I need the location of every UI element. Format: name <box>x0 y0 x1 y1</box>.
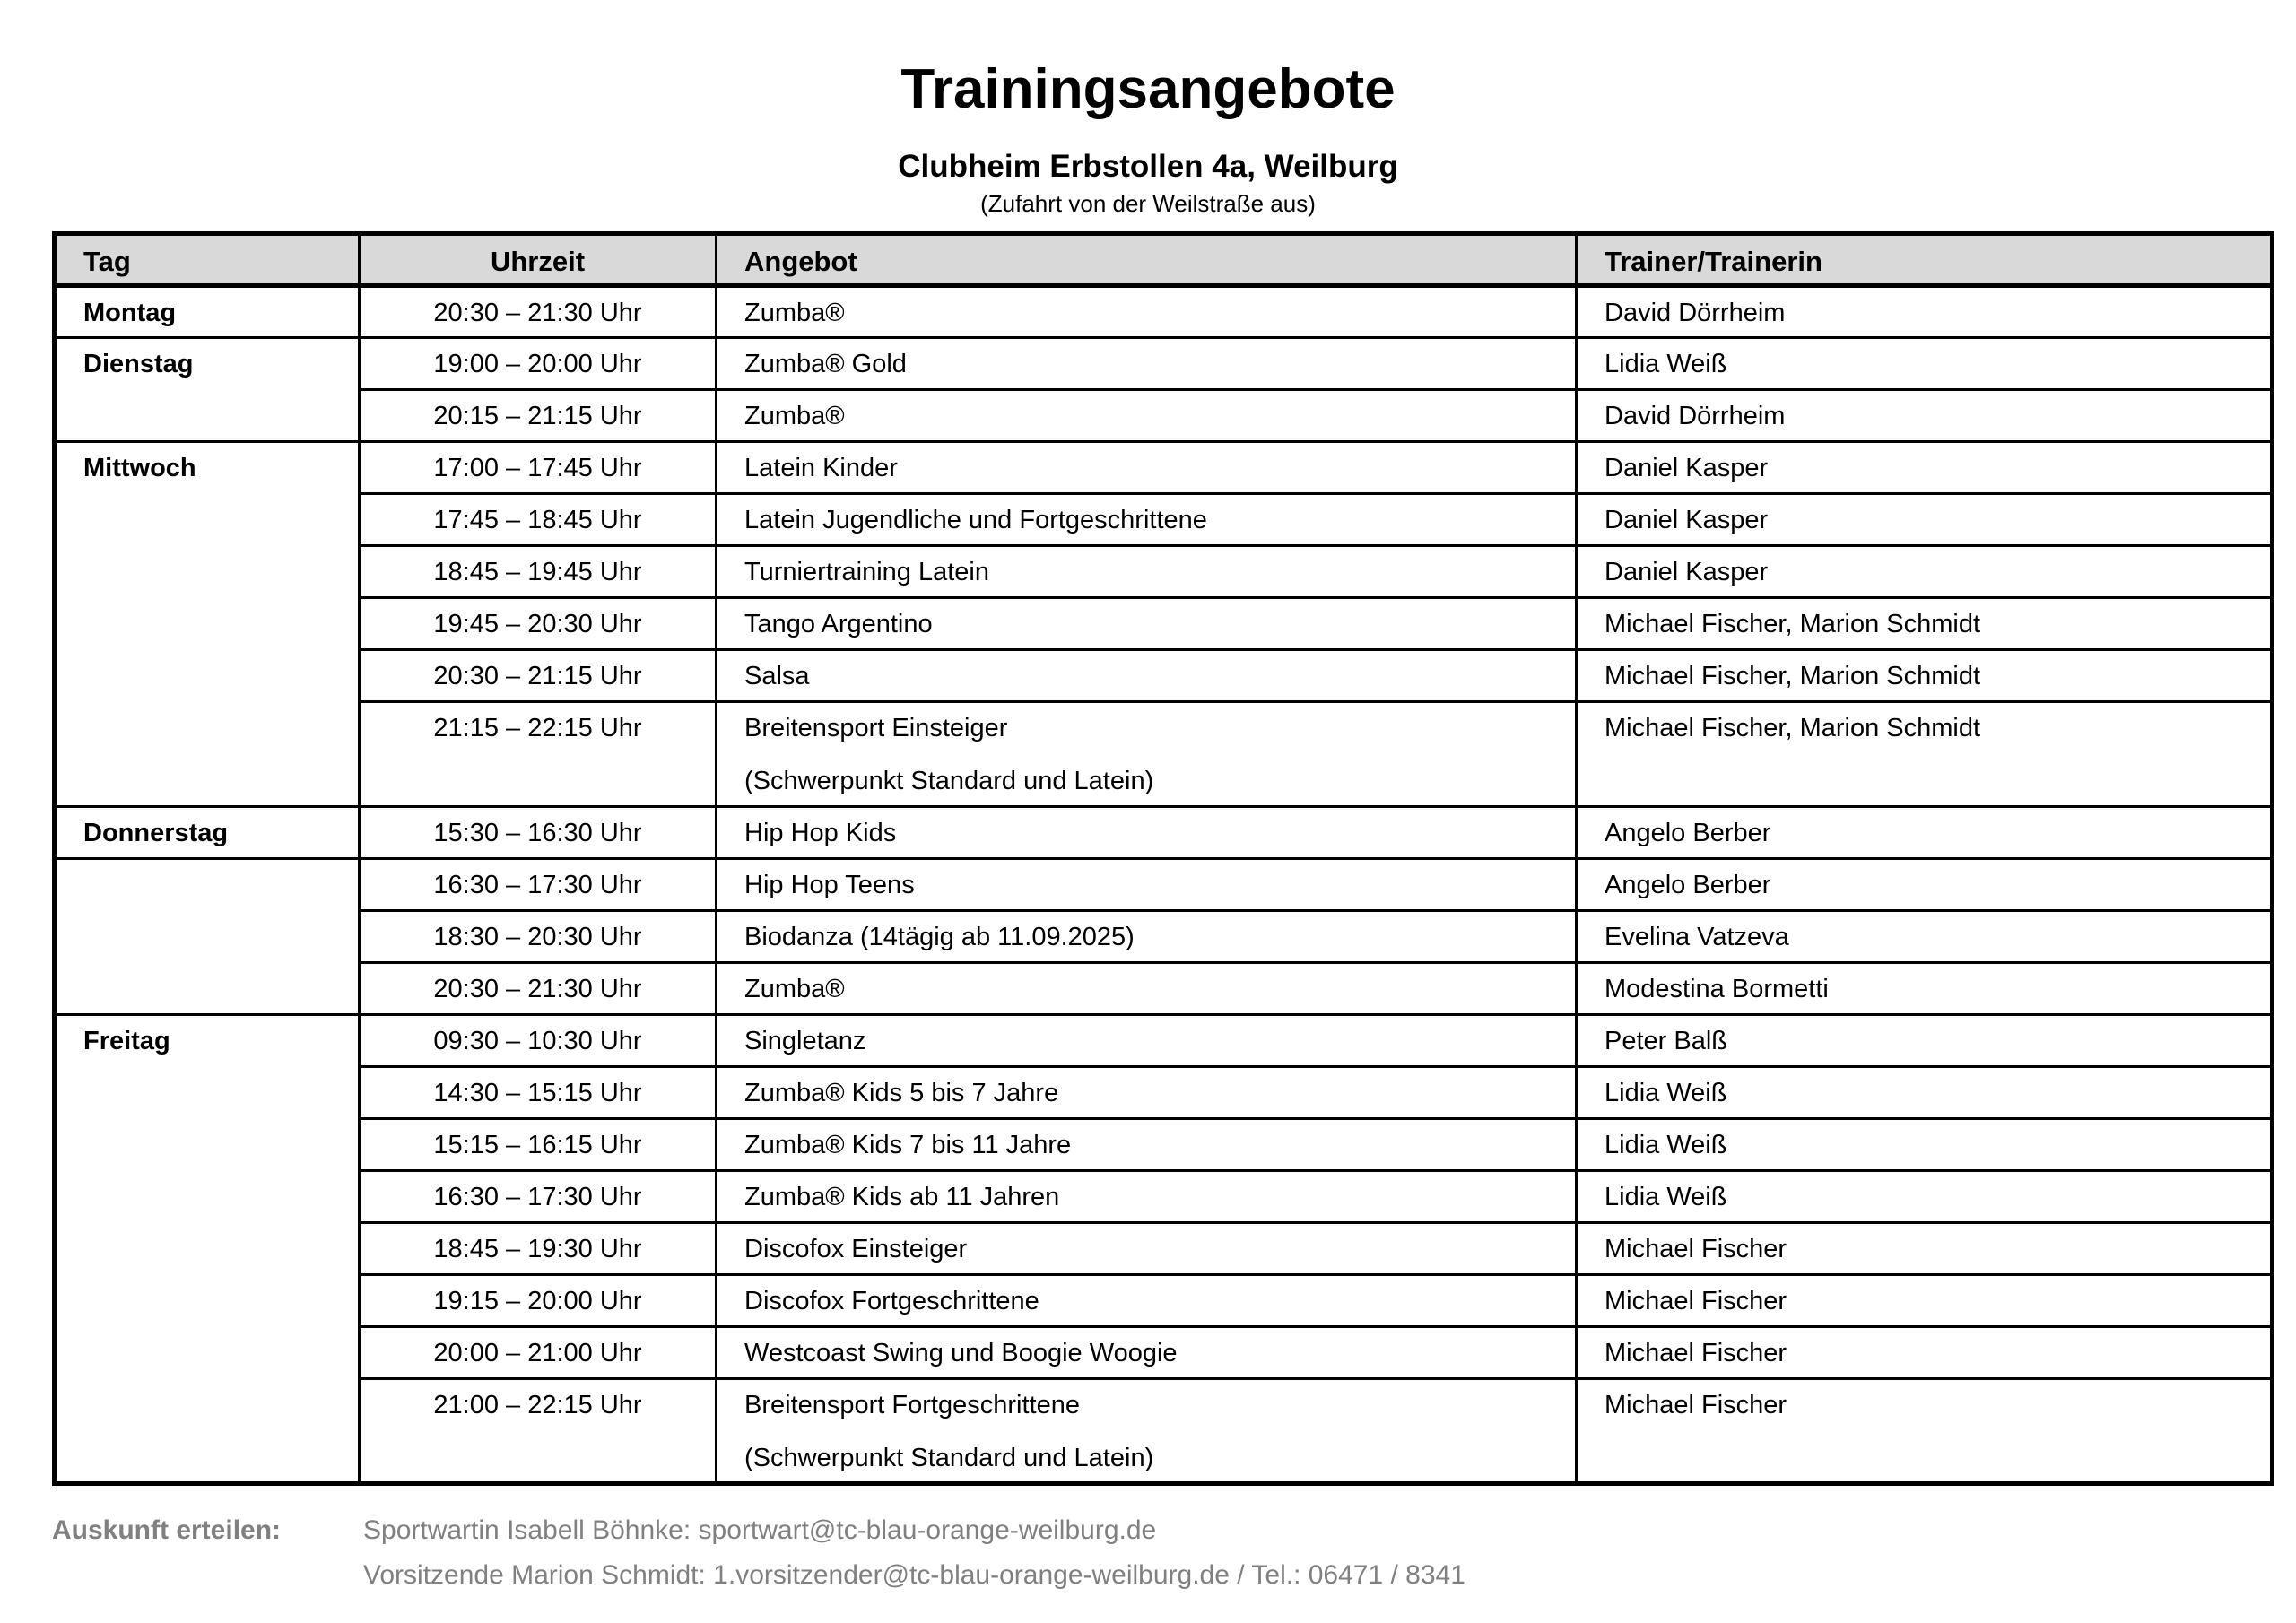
page-subtitle: Clubheim Erbstollen 4a, Weilburg <box>898 149 1398 184</box>
offer-line: Latein Kinder <box>744 454 898 482</box>
time-cell: 17:00 – 17:45 Uhr <box>360 442 717 494</box>
offer-cell <box>717 1327 1577 1379</box>
offer-line: Hip Hop Kids <box>744 819 897 847</box>
time-cell: 21:00 – 22:15 Uhr <box>360 1379 717 1484</box>
table-row <box>55 390 2273 442</box>
offer-cell <box>717 598 1577 650</box>
time-cell: 17:45 – 18:45 Uhr <box>360 494 717 546</box>
offer-line-2: (Schwerpunkt Standard und Latein) <box>744 1444 1154 1472</box>
trainer-cell: Michael Fischer <box>1577 1223 2273 1275</box>
offer-line: Breitensport Fortgeschrittene <box>744 1391 1080 1419</box>
table-row <box>55 807 2273 859</box>
trainer-cell: David Dörrheim <box>1577 286 2273 338</box>
trainer-cell: Angelo Berber <box>1577 859 2273 911</box>
trainer-cell: Michael Fischer, Marion Schmidt <box>1577 702 2273 807</box>
trainer-cell: Angelo Berber <box>1577 807 2273 859</box>
table-row <box>55 650 2273 702</box>
table-row <box>55 286 2273 338</box>
trainer-cell: Michael Fischer, Marion Schmidt <box>1577 650 2273 702</box>
day-cell: Montag <box>55 286 360 338</box>
table-row <box>55 963 2273 1015</box>
table-row <box>55 546 2273 598</box>
offer-line: Westcoast Swing und Boogie Woogie <box>744 1339 1178 1367</box>
time-cell: 15:15 – 16:15 Uhr <box>360 1119 717 1171</box>
time-cell: 18:30 – 20:30 Uhr <box>360 911 717 963</box>
table-row <box>55 494 2273 546</box>
time-cell: 19:00 – 20:00 Uhr <box>360 338 717 390</box>
time-cell: 18:45 – 19:30 Uhr <box>360 1223 717 1275</box>
offer-cell <box>717 390 1577 442</box>
offer-line: Singletanz <box>744 1027 866 1055</box>
offer-cell <box>717 494 1577 546</box>
trainer-cell: Daniel Kasper <box>1577 494 2273 546</box>
time-cell: 14:30 – 15:15 Uhr <box>360 1067 717 1119</box>
offer-cell <box>717 286 1577 338</box>
offer-line: Tango Argentino <box>744 610 933 638</box>
offer-cell <box>717 1067 1577 1119</box>
table-row <box>55 859 2273 911</box>
time-cell: 15:30 – 16:30 Uhr <box>360 807 717 859</box>
trainer-cell: Daniel Kasper <box>1577 546 2273 598</box>
table-row <box>55 1379 2273 1484</box>
table-row <box>55 1171 2273 1223</box>
footer-contact-line: Sportwartin Isabell Böhnke: sportwart@tc-blau-orange-weilburg.de <box>363 1515 1157 1545</box>
offer-cell <box>717 1223 1577 1275</box>
footer-label: Auskunft erteilen: <box>52 1515 282 1545</box>
trainer-cell: Peter Balß <box>1577 1015 2273 1067</box>
offer-cell <box>717 702 1577 807</box>
trainer-cell: Modestina Bormetti <box>1577 963 2273 1015</box>
trainer-cell: Michael Fischer <box>1577 1327 2273 1379</box>
trainer-cell: David Dörrheim <box>1577 390 2273 442</box>
table-row <box>55 1223 2273 1275</box>
offer-line: Zumba® <box>744 402 845 430</box>
offer-line: Biodanza (14tägig ab 11.09.2025) <box>744 923 1135 951</box>
trainer-cell: Michael Fischer <box>1577 1275 2273 1327</box>
offer-line: Zumba® Kids 7 bis 11 Jahre <box>744 1131 1072 1159</box>
time-cell: 21:15 – 22:15 Uhr <box>360 702 717 807</box>
offer-line: Zumba® <box>744 975 845 1003</box>
offer-line: Zumba® Gold <box>744 350 907 378</box>
time-cell: 19:15 – 20:00 Uhr <box>360 1275 717 1327</box>
offer-cell <box>717 650 1577 702</box>
table-row <box>55 442 2273 494</box>
trainer-cell: Lidia Weiß <box>1577 1067 2273 1119</box>
offer-line: Breitensport Einsteiger <box>744 714 1008 742</box>
time-cell: 20:00 – 21:00 Uhr <box>360 1327 717 1379</box>
time-cell: 16:30 – 17:30 Uhr <box>360 1171 717 1223</box>
offer-line: Discofox Einsteiger <box>744 1235 968 1263</box>
column-header-uhrzeit: Uhrzeit <box>360 234 717 286</box>
offer-cell <box>717 859 1577 911</box>
day-cell: Dienstag <box>55 338 360 442</box>
offer-line: Hip Hop Teens <box>744 871 915 899</box>
table-row <box>55 911 2273 963</box>
time-cell: 18:45 – 19:45 Uhr <box>360 546 717 598</box>
time-cell: 09:30 – 10:30 Uhr <box>360 1015 717 1067</box>
day-cell <box>55 859 360 1015</box>
offer-cell <box>717 546 1577 598</box>
offer-line: Zumba® Kids ab 11 Jahren <box>744 1183 1060 1211</box>
footer-contact <box>52 1515 1465 1605</box>
offer-line: Discofox Fortgeschrittene <box>744 1287 1039 1315</box>
offer-cell <box>717 963 1577 1015</box>
table-header-row <box>55 234 2273 286</box>
table-row <box>55 598 2273 650</box>
offer-cell <box>717 1171 1577 1223</box>
offer-cell <box>717 338 1577 390</box>
offer-cell <box>717 1015 1577 1067</box>
offer-line: Zumba® Kids 5 bis 7 Jahre <box>744 1079 1059 1107</box>
offer-cell <box>717 911 1577 963</box>
footer-contact-line: Vorsitzende Marion Schmidt: 1.vorsitzender@tc-blau-orange-weilburg.de / Tel.: 06471 / 8341 <box>363 1560 1465 1590</box>
column-header-angebot: Angebot <box>717 234 1577 286</box>
time-cell: 19:45 – 20:30 Uhr <box>360 598 717 650</box>
offer-cell <box>717 1379 1577 1484</box>
trainer-cell: Lidia Weiß <box>1577 1171 2273 1223</box>
table-row <box>55 1015 2273 1067</box>
trainer-cell: Lidia Weiß <box>1577 1119 2273 1171</box>
time-cell: 16:30 – 17:30 Uhr <box>360 859 717 911</box>
page-access-note: (Zufahrt von der Weilstraße aus) <box>980 190 1316 217</box>
trainer-cell: Michael Fischer, Marion Schmidt <box>1577 598 2273 650</box>
offer-cell <box>717 807 1577 859</box>
table-row <box>55 1067 2273 1119</box>
table-row <box>55 1327 2273 1379</box>
day-cell: Mittwoch <box>55 442 360 807</box>
trainer-cell: Daniel Kasper <box>1577 442 2273 494</box>
day-cell: Freitag <box>55 1015 360 1484</box>
table-row <box>55 1275 2273 1327</box>
time-cell: 20:15 – 21:15 Uhr <box>360 390 717 442</box>
time-cell: 20:30 – 21:30 Uhr <box>360 286 717 338</box>
offer-line: Salsa <box>744 662 810 690</box>
table-row <box>55 338 2273 390</box>
page-title: Trainingsangebote <box>900 58 1396 120</box>
column-header-tag: Tag <box>55 234 360 286</box>
offer-cell <box>717 1275 1577 1327</box>
offer-line-2: (Schwerpunkt Standard und Latein) <box>744 767 1154 795</box>
offer-line: Turniertraining Latein <box>744 558 989 586</box>
trainer-cell: Lidia Weiß <box>1577 338 2273 390</box>
column-header-trainer: Trainer/Trainerin <box>1577 234 2273 286</box>
footer-lines <box>363 1515 1465 1605</box>
day-cell: Donnerstag <box>55 807 360 859</box>
trainer-cell: Evelina Vatzeva <box>1577 911 2273 963</box>
table-row <box>55 702 2273 807</box>
time-cell: 20:30 – 21:30 Uhr <box>360 963 717 1015</box>
offer-line: Zumba® <box>744 299 845 327</box>
offer-cell <box>717 1119 1577 1171</box>
time-cell: 20:30 – 21:15 Uhr <box>360 650 717 702</box>
training-schedule-table <box>52 231 2274 1486</box>
offer-cell <box>717 442 1577 494</box>
trainer-cell: Michael Fischer <box>1577 1379 2273 1484</box>
offer-line: Latein Jugendliche und Fortgeschrittene <box>744 506 1207 534</box>
table-row <box>55 1119 2273 1171</box>
